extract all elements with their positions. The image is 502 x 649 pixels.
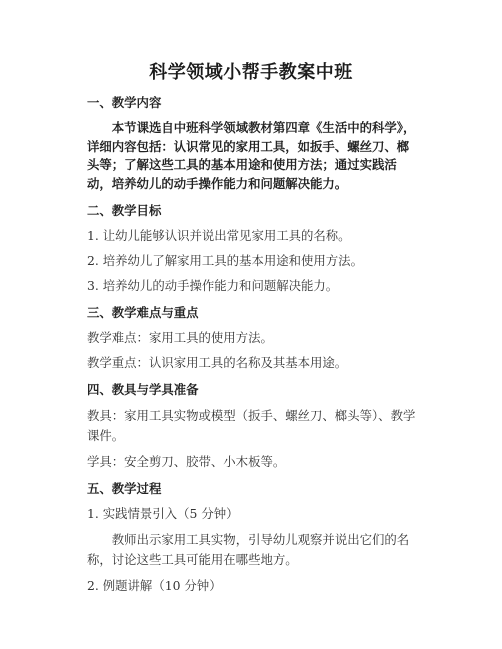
objective-item-3: 3. 培养幼儿的动手操作能力和问题解决能力。 (87, 278, 339, 293)
teaching-aids: 教具：家用工具实物或模型（扳手、螺丝刀、榔头等）、教学课件。 (87, 408, 416, 443)
content-paragraph: 本节课选自中班科学领域教材第四章《生活中的科学》，详细内容包括：认识常见的家用工具，如扳手、螺丝刀、榔头等；了解这些工具的基本用途和使用方法；通过实践活动，培养幼儿的动手操作能力和问题解决能力。 (87, 120, 416, 191)
objective-item-2: 2. 培养幼儿了解家用工具的基本用途和使用方法。 (87, 253, 363, 268)
process-step-1-title: 1. 实践情景引入（5 分钟） (87, 506, 239, 521)
section-heading-difficulty: 三、教学难点与重点 (87, 305, 199, 320)
section-heading-process: 五、教学过程 (87, 481, 162, 496)
teaching-key-point: 教学重点：认识家用工具的名称及其基本用途。 (87, 355, 348, 370)
objective-item-1: 1. 让幼儿能够认识并说出常见家用工具的名称。 (87, 228, 351, 243)
document-body (87, 94, 417, 595)
teaching-difficulty: 教学难点：家用工具的使用方法。 (87, 330, 273, 345)
section-heading-content: 一、教学内容 (87, 95, 162, 110)
learning-aids: 学具：安全剪刀、胶带、小木板等。 (87, 454, 286, 469)
document-title: 科学领域小帮手教案中班 (149, 62, 353, 83)
process-step-2-title: 2. 例题讲解（10 分钟） (87, 578, 222, 593)
process-step-1-text: 教师出示家用工具实物，引导幼儿观察并说出它们的名称，讨论这些工具可能用在哪些地方。 (87, 532, 410, 567)
section-heading-objectives: 二、教学目标 (87, 203, 162, 218)
section-heading-materials: 四、教具与学具准备 (87, 382, 199, 397)
